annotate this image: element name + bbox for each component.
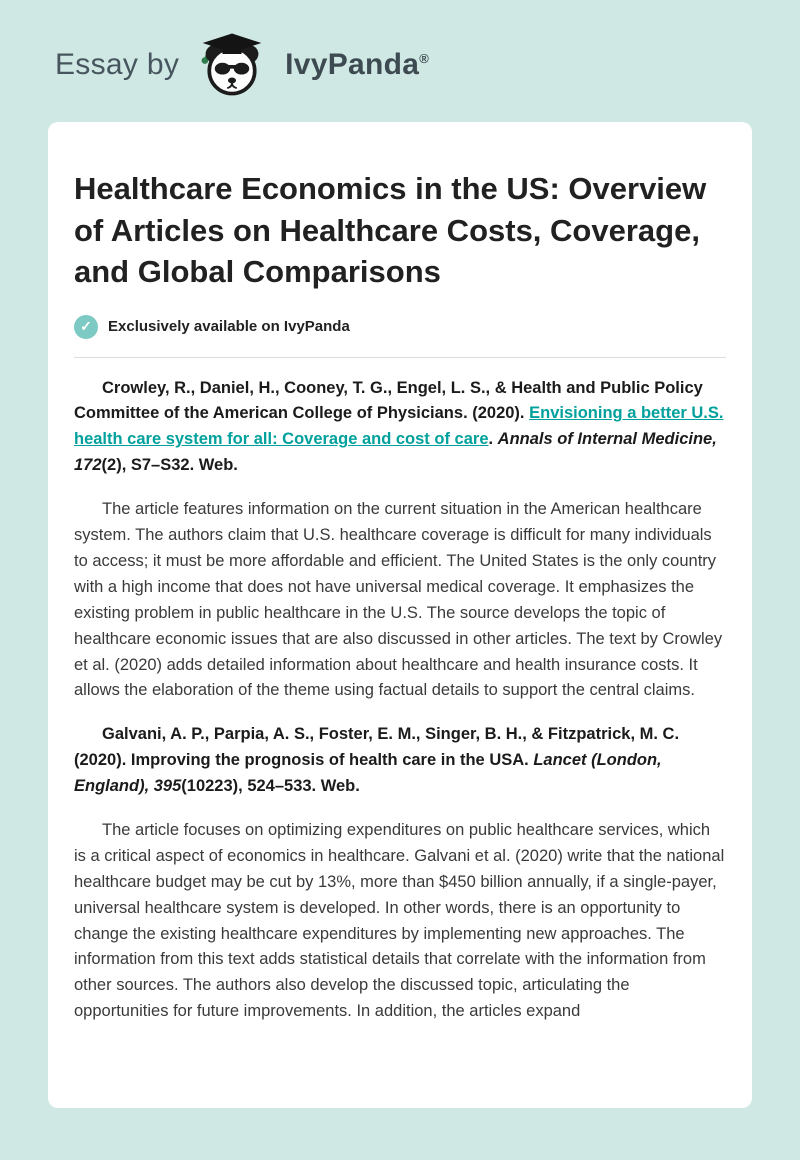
annotation-paragraph-1: The article features information on the current situation in the American healthcare system. The authors claim that U.S. healthcare coverage is difficult for many individuals to access; it must be more affordable and efficient. The United States is the only country with a high income that does not have universal medical coverage. It emphasizes the existing problem in public healthcare in the U.S. The source develops the topic of healthcare economic issues that are also discussed in other articles. The text by Crowley et al. (2020) adds detailed information about healthcare and health insurance costs. It allows the elaboration of the theme using factual details to support the central claims. (74, 500, 723, 700)
exclusive-badge-label: Exclusively available on IvyPanda (108, 318, 350, 336)
checkmark-icon: ✓ (74, 315, 98, 339)
citation-journal: Annals of Internal Medicine, 172 (74, 430, 717, 475)
page-title: Healthcare Economics in the US: Overview of Articles on Healthcare Costs, Coverage, and Global Comparisons (74, 171, 707, 290)
citation-lead: Crowley, R., Daniel, H., Cooney, T. G., Engel, L. S., & Health and Public Policy Committee of the American College of Physicians. (2020). (74, 378, 703, 423)
ivypanda-panda-logo-icon (191, 32, 273, 98)
essay-card (48, 122, 752, 1108)
essay-by-label: Essay by (55, 48, 180, 81)
citation-lead: Galvani, A. P., Parpia, A. S., Foster, E. M., Singer, B. H., & Fitzpatrick, M. C. (2020). Improving the prognosis of health care in the USA. (74, 725, 680, 770)
citation-galvani (74, 722, 726, 800)
citation-after-link: . (488, 430, 498, 449)
brand-text: IvyPanda (285, 48, 420, 81)
site-header (0, 0, 800, 122)
citation-article-link[interactable]: Envisioning a better U.S. health care system for all: Coverage and cost of care (74, 404, 724, 449)
citation-tail: (2), S7–S32. Web. (101, 456, 238, 475)
exclusive-badge (74, 315, 726, 339)
citation-crowley (74, 376, 726, 480)
registered-mark: ® (419, 51, 430, 66)
annotation-paragraph-2: The article focuses on optimizing expenditures on public healthcare services, which is a critical aspect of economics in healthcare. Galvani et al. (2020) write that the national healthcare budget may be cut by 13%, more than $450 billion annually, if a single-payer, universal healthcare system is developed. In other words, there is an opportunity to change the existing healthcare expenditures by implementing new approaches. The information from this text adds statistical details that correlate with the information from other sources. The authors also develop the discussed topic, articulating the opportunities for future improvements. In addition, the articles expand (74, 820, 725, 1021)
divider (74, 357, 726, 358)
citation-tail: (10223), 524–533. Web. (181, 777, 360, 796)
brand-wordmark (285, 48, 429, 82)
citation-journal: Lancet (London, England), 395 (74, 751, 662, 796)
